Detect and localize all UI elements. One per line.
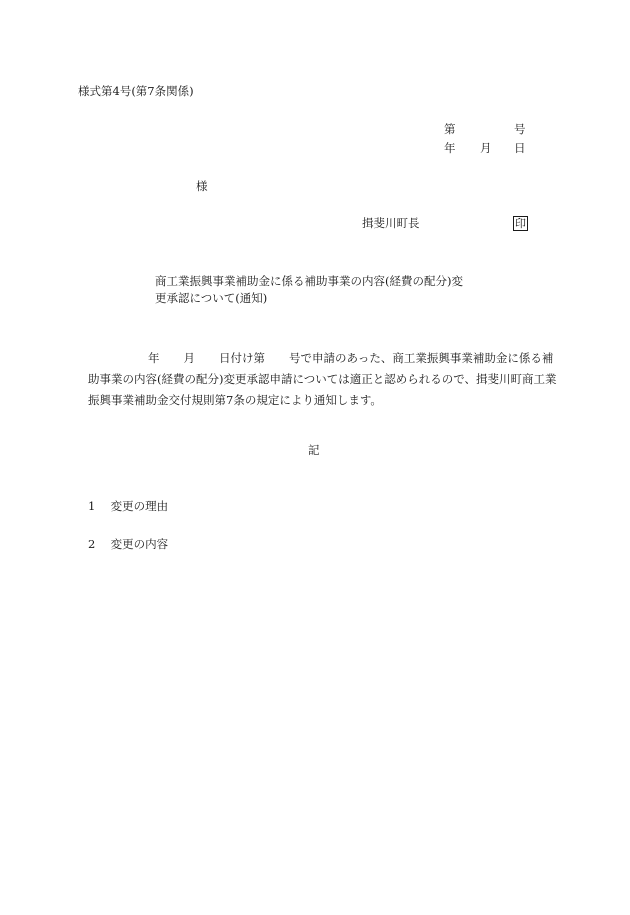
- issuer-title: 揖斐川町長: [362, 216, 420, 230]
- subject: [155, 273, 495, 307]
- body-year: 年: [148, 351, 160, 365]
- addressee-sama: 様: [196, 179, 208, 193]
- item-label: 変更の内容: [110, 537, 169, 551]
- form-id: 様式第4号(第7条関係): [78, 84, 194, 98]
- date-year: 年: [444, 141, 456, 155]
- date-day: 日: [514, 141, 526, 155]
- body-date-number: 日付け第: [219, 351, 265, 365]
- subject-line-1: 商工業振興事業補助金に係る補助事業の内容(経費の配分)変: [155, 274, 463, 288]
- item-1: [88, 501, 168, 513]
- date-month: 月: [480, 141, 492, 155]
- body-text-rest: 号で申請のあった、商工業振興事業補助金に係る補助事業の内容(経費の配分)変更承認申請については適正と認められるので、揖斐川町商工業振興事業補助金交付規則第7条の規定により通知します。: [88, 351, 557, 407]
- ki-heading: 記: [308, 443, 320, 457]
- item-number: 1: [88, 499, 96, 513]
- item-label: 変更の理由: [110, 499, 169, 513]
- item-2: [88, 539, 168, 551]
- doc-number-go: 号: [514, 122, 526, 136]
- body-month: 月: [183, 351, 195, 365]
- body-paragraph: [88, 348, 560, 411]
- seal-mark: [513, 216, 528, 231]
- doc-number-dai: 第: [444, 122, 456, 136]
- subject-line-2: 更承認について(通知): [155, 291, 268, 305]
- seal-text: 印: [515, 217, 526, 230]
- item-number: 2: [88, 537, 96, 551]
